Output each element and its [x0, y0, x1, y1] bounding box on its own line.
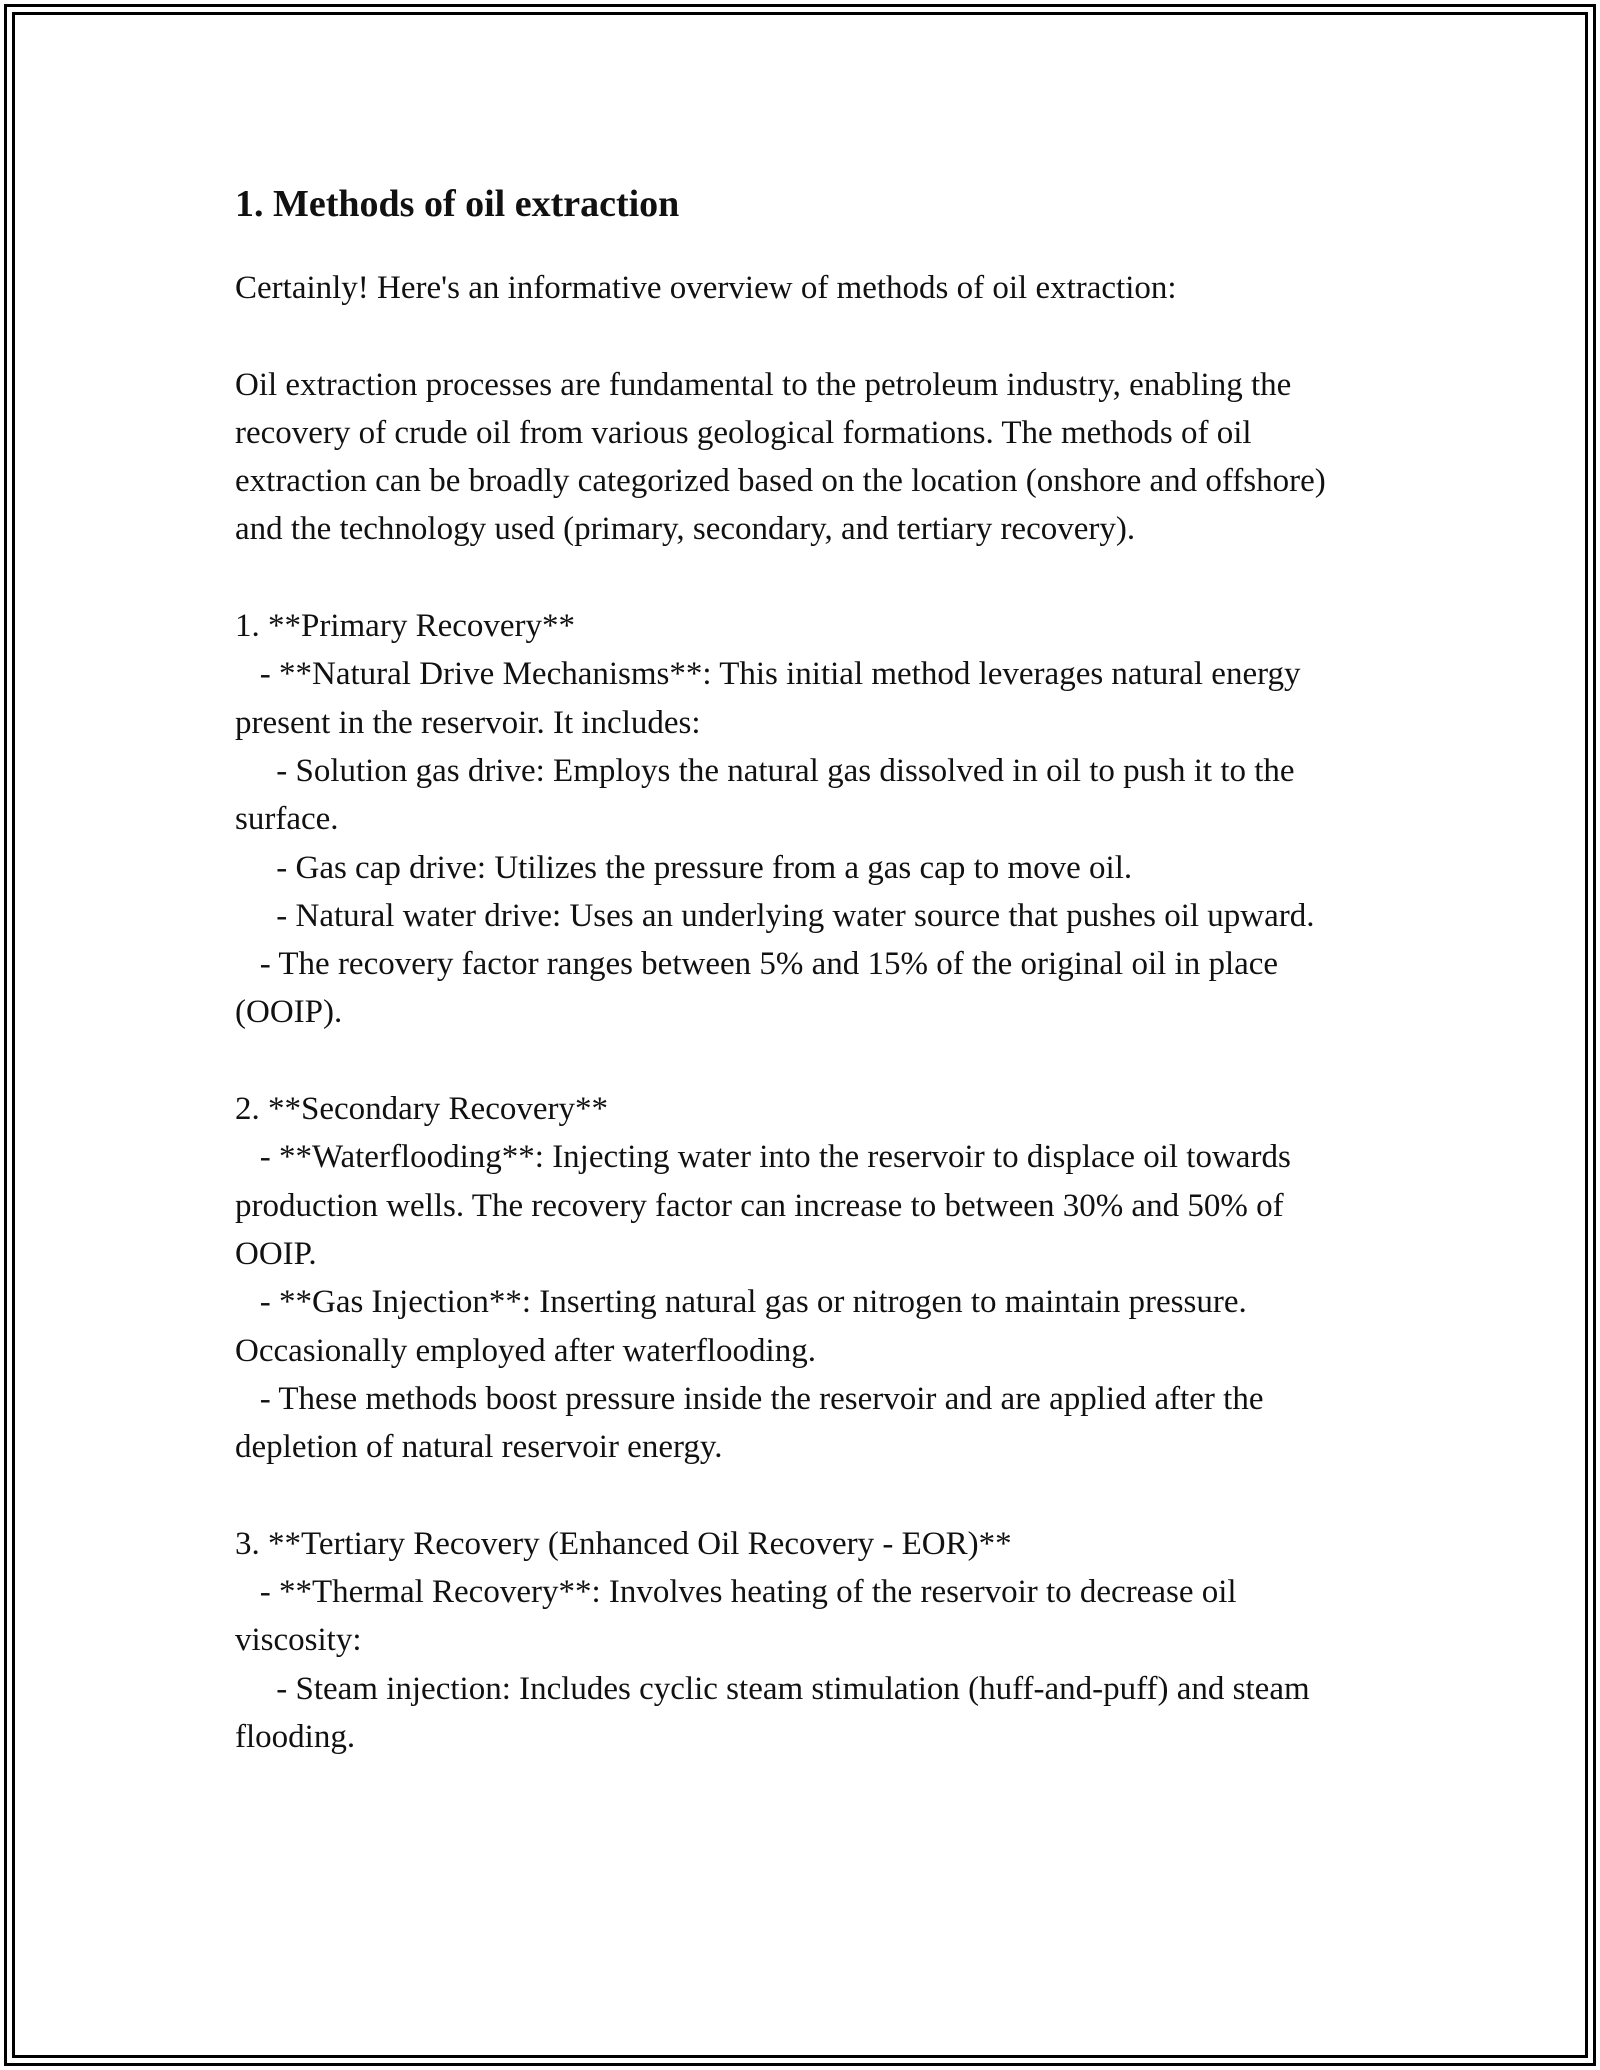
document-body: Certainly! Here's an informative overview of methods of oil extraction: Oil extraction processes are fundamental to the petroleum industry, enabling the recovery of crude oil from various geological formations. The methods of oil extraction can be broadly categorized based on the location (onshore and offshore) and the technology used (primary, secondary, and tertiary recovery). 1. **Primary Recovery** - **Natural Drive Mechanisms**: This initial method leverages natural energy present in the reservoir. It includes: - Solution gas drive: Employs the natural gas dissolved in oil to push it to the surface. - Gas cap drive: Utilizes the pressure from a gas cap to move oil. - Natural water drive: Uses an underlying water source that pushes oil upward. - The recovery factor ranges between 5% and 15% of the original oil in place (OOIP). 2. **Secondary Recovery** - **Waterflooding**: Injecting water into the reservoir to displace oil towards production wells. The recovery factor can increase to between 30% and 50% of OOIP. - **Gas Injection**: Inserting natural gas or nitrogen to maintain pressure. Occasionally employed after waterflooding. - These methods boost pressure inside the reservoir and are applied after the depletion of natural reservoir energy. 3. **Tertiary Recovery (Enhanced Oil Recovery - EOR)** - **Thermal Recovery**: Involves heating of the reservoir to decrease oil viscosity: - Steam injection: Includes cyclic steam stimulation (huff-and-puff) and steam flooding. [235, 270, 1326, 1755]
page-title: 1. Methods of oil extraction [235, 183, 680, 225]
document-content [235, 180, 1365, 1761]
